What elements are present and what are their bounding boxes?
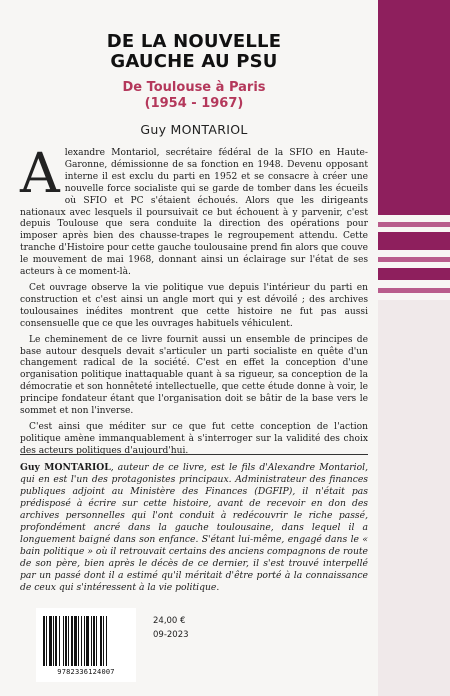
synopsis-paragraph: Cet ouvrage observe la vie politique vue depuis l'intérieur du parti en construction et c'est ainsi un angle mort qui y est dévoilé ; des archives toulousaines inédites montrent que cette histoire ne fut pas aussi consensuelle que ce que les ouvrages habituels véhiculent. (20, 282, 368, 329)
band-block (378, 232, 450, 250)
subtitle-line-1: De Toulouse à Paris (122, 80, 266, 95)
book-subtitle (20, 80, 368, 112)
barcode-bar (103, 616, 104, 666)
barcode (42, 616, 130, 666)
barcode-bar (91, 616, 92, 666)
band-block (378, 268, 450, 280)
barcode-bar (53, 616, 54, 666)
band-stripe (378, 288, 450, 293)
barcode-bar (46, 616, 47, 666)
synopsis-paragraph (20, 141, 368, 279)
barcode-panel (36, 608, 136, 682)
price: 24,00 € (153, 616, 186, 626)
barcode-bar (71, 616, 73, 666)
synopsis (20, 141, 368, 462)
barcode-bar (59, 616, 60, 666)
cover-color-band (378, 0, 450, 696)
barcode-bar (74, 616, 77, 666)
barcode-bar (78, 616, 79, 666)
barcode-bar (100, 616, 102, 666)
barcode-bar (49, 616, 52, 666)
band-stripe (378, 257, 450, 262)
bio-author-name: Guy MONTARIOL (20, 462, 111, 473)
isbn-number: 9782336124007 (57, 668, 115, 676)
band-stripe (378, 222, 450, 227)
title-line-2: GAUCHE AU PSU (110, 51, 278, 72)
paragraph-text: lexandre Montariol, secrétaire fédéral de la SFIO en Haute-Garonne, démissionne de sa fonction en 1948. Devenu opposant interne il est exclu du parti en 1952 et se consacre à créer une nouvelle force socialiste qui se garde de tomber dans les écueils où SFIO et PC s'étaient échoués. Alors que les dirigeants nationaux avec lesquels il poursuivait ce but échouent à y parvenir, c'est depuis Toulouse que sera conduite la direction des opérations pour imposer après bien des chausse-trapes le regroupement attendu. Cette tranche d'Histoire pour cette gauche toulousaine prend fin alors que couve le mouvement de mai 1968, donnant ainsi un éclairage sur l'état de ses acteurs à ce moment-là. (20, 148, 368, 278)
barcode-bar (84, 616, 85, 666)
title-line-1: DE LA NOUVELLE (106, 31, 282, 52)
band-fade (378, 300, 450, 696)
bio-text: , auteur de ce livre, est le fils d'Alexandre Montariol, qui en est l'un des protagonistes principaux. Administrateur des finances publiques adjoint au Ministère des Finances (DGFIP), il n'était pas prédisposé à écrire sur cette histoire, avant de recevoir en don des archives personnelles qui l'ont conduit à redécouvrir le riche passé, profondément ancré dans la gauche toulousaine, dans lequel il a longuement baigné dans son enfance. S'étant lui-même, engagé dans le « bain politique » où il retrouvait certains des anciens compagnons de route de son père, bien après le décès de ce dernier, il s'est trouvé interpellé par un passé dont il a estimé qu'il méritait d'être porté à la connaissance de ceux qui s'intéressent à la vie politique. (20, 462, 368, 593)
barcode-bar (55, 616, 57, 666)
barcode-bar (68, 616, 69, 666)
barcode-bar (65, 616, 67, 666)
book-title (20, 32, 368, 72)
barcode-bar (86, 616, 89, 666)
subtitle-line-2: (1954 - 1967) (144, 96, 244, 111)
author-bio (20, 462, 368, 594)
back-cover (20, 0, 368, 696)
author-name: Guy MONTARIOL (140, 122, 248, 137)
barcode-bar (106, 616, 107, 666)
barcode-bar (63, 616, 64, 666)
barcode-bar (96, 616, 97, 666)
synopsis-paragraph: Le cheminement de ce livre fournit aussi un ensemble de principes de base autour desquels devait s'articuler un parti socialiste en quête d'un changement radical de la société. C'est en effet la conception d'une organisation politique inattaquable quant à sa rigueur, sa conception de la démocratie et son honnêteté intellectuelle, que cette étude donne à voir, le principe fondateur étant que l'organisation doit se bâtir de la base vers le sommet et non l'inverse. (20, 334, 368, 417)
barcode-bar (93, 616, 95, 666)
barcode-bar (81, 616, 82, 666)
section-divider (20, 454, 368, 455)
synopsis-paragraph: C'est ainsi que méditer sur ce que fut cette conception de l'action politique amène immanquablement à s'interroger sur la validité des choix des acteurs politiques d'aujourd'hui. (20, 421, 368, 456)
publication-date: 09-2023 (153, 630, 189, 640)
barcode-bar (43, 616, 45, 666)
band-block (378, 0, 450, 215)
drop-cap: A (20, 141, 60, 205)
